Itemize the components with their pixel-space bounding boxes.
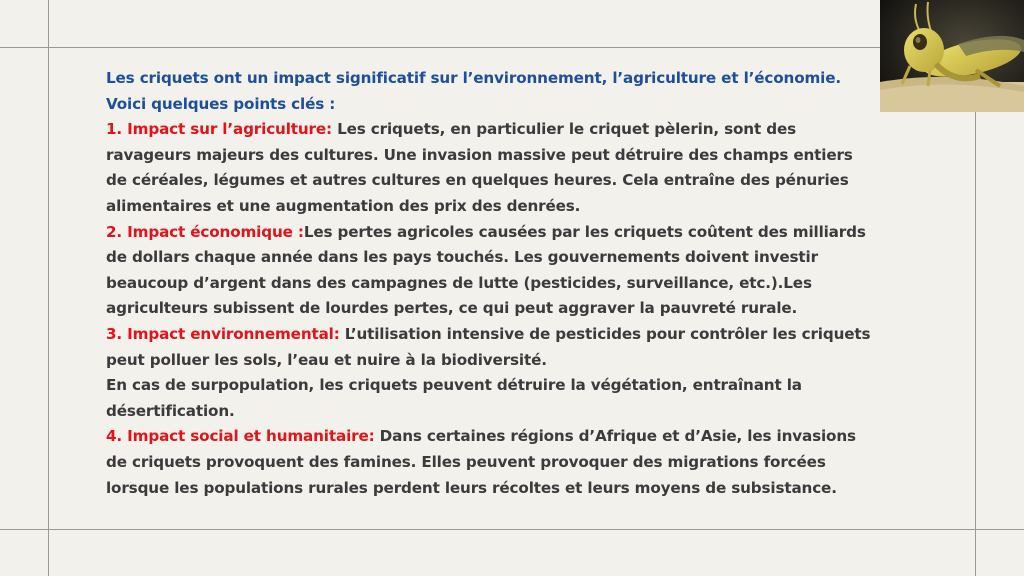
- locust-icon: [880, 0, 1024, 112]
- intro-text: Les criquets ont un impact significatif sur l’environnement, l’agriculture et l’économie. Voici quelques points clés :: [106, 69, 841, 113]
- frame-line-left: [48, 0, 49, 576]
- point-social-text: Dans certaines régions d’Afrique et d’Asie, les invasions de criquets provoquent des famines. Elles peuvent provoquer des migrations forcées lorsque les populations rurales perdent leurs récoltes et leurs moyens de subsistance.: [106, 427, 856, 497]
- point-social: [106, 424, 876, 501]
- point-agriculture: [106, 117, 876, 219]
- point-economic-heading: 2. Impact économique :: [106, 222, 304, 241]
- point-environment-heading: 3. Impact environnemental:: [106, 324, 340, 343]
- point-social-heading: 4. Impact social et humanitaire:: [106, 427, 375, 446]
- point-environment-text: L’utilisation intensive de pesticides pour contrôler les criquets peut polluer les sols, l’eau et nuire à la biodiversité.: [106, 324, 871, 369]
- point-environment-extra: En cas de surpopulation, les criquets peuvent détruire la végétation, entraînant la désertification.: [106, 376, 802, 420]
- frame-line-bottom: [0, 529, 1024, 530]
- locust-photo: [880, 0, 1024, 112]
- point-agriculture-heading: 1. Impact sur l’agriculture:: [106, 120, 332, 139]
- point-agriculture-text: Les criquets, en particulier le criquet pèlerin, sont des ravageurs majeurs des cultures. Une invasion massive peut détruire des champs entiers de céréales, légumes et autres cultures en quelques heures. Cela entraîne des pénuries alimentaires et une augmentation des prix des denrées.: [106, 120, 853, 215]
- slide-content: [106, 66, 876, 501]
- frame-line-top: [0, 47, 1024, 48]
- point-economic-text: Les pertes agricoles causées par les criquets coûtent des milliards de dollars chaque année dans les pays touchés. Les gouvernements doivent investir beaucoup d’argent dans des campagnes de lutte (pesticides, surveillance, etc.).Les agriculteurs subissent de lourdes pertes, ce qui peut aggraver la pauvreté rurale.: [106, 222, 866, 318]
- point-environment: [106, 322, 876, 373]
- point-economic: [106, 220, 876, 322]
